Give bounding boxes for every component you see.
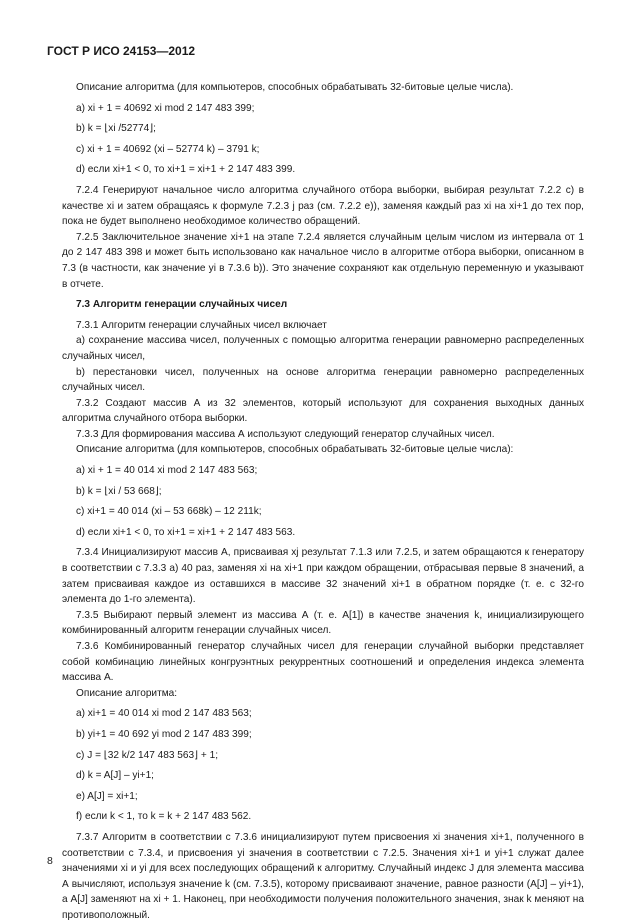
paragraph: f) если k < 1, то k = k + 2 147 483 562. [76, 811, 252, 823]
paragraph: 7.3.6 Комбинированный генератор случайных чисел для генерации случайной выборки представляет собой комбинацию линейных конгруэнтных рекуррентных соотношений и определения индекса элемента массива А. [62, 641, 584, 684]
paragraph: 7.2.4 Генерируют начальное число алгоритма случайного отбора выборки, выбирая результат 7.2.2 с) в качестве xi и затем обращаясь к формуле 7.2.3 j раз (см. 7.2.2 е)), заменяя каждый раз xi на xi+1 до тех пор, пока не будет выполнено необходимое количество обращений. [62, 184, 584, 228]
paragraph: b) k = ⌊xi /52774⌋; [76, 123, 156, 135]
paragraph: 7.3 Алгоритм генерации случайных чисел [76, 299, 288, 311]
paragraph: а) xi + 1 = 40692 xi mod 2 147 483 399; [76, 102, 255, 114]
paragraph: 7.3.7 Алгоритм в соответствии с 7.3.6 инициализируют путем присвоения xi значения xi+1, полученного в соответствии с 7.3.4, и присвоения yi значения в соответствии с 7.2.5. Значения xi+1 и yi+1 служат далее значениями xi и yi для всех последующих обращений к алгоритму. Случайный индекс J для элемента массива А вычисляют, используя значение k (см. 7.3.5), которому присваивают значение, равное разности (А[J] – yi+1), а А[J] заменяют на xi + 1. Наконец, при необходимости получения положительного значения, знак k меняют на противоположный. [62, 831, 584, 921]
paragraph: 7.2.5 Заключительное значение xi+1 на этапе 7.2.4 является случайным целым числом из интервала от 1 до 2 147 483 398 и может быть использовано как начальное число в алгоритме отбора выборки, описанном в 7.3 (в частности, как значение yi в 7.3.6 b)). Это значение сохраняют как отдельную переменную и указывают в отчете. [62, 231, 584, 290]
paragraph: 7.3.3 Для формирования массива А используют следующий генератор случайных чисел. [76, 428, 495, 440]
paragraph: c) xi+1 = 40 014 (xi – 53 668k) – 12 211k; [76, 506, 262, 518]
paragraph: а) xi+1 = 40 014 xi mod 2 147 483 563; [76, 708, 252, 720]
paragraph: b) k = ⌊xi / 53 668⌋; [76, 485, 162, 497]
paragraph: d) k = A[J] – yi+1; [76, 770, 154, 782]
paragraph: c) J = ⌊32 k/2 147 483 563⌋ + 1; [76, 749, 218, 761]
paragraph: а) сохранение массива чисел, полученных с помощью алгоритма генерации равномерно распределенных случайных чисел, [62, 335, 584, 362]
paragraph: d) если xi+1 < 0, то xi+1 = xi+1 + 2 147 483 563. [76, 526, 296, 538]
paragraph: Описание алгоритма (для компьютеров, способных обрабатывать 32-битовые целые числа): [76, 444, 514, 456]
paragraph: b) yi+1 = 40 692 yi mod 2 147 483 399; [76, 728, 252, 740]
paragraph: 7.3.2 Создают массив А из 32 элементов, который используют для сохранения выходных данных алгоритма случайного отбора выборки. [62, 397, 584, 425]
paragraph: Описание алгоритма: [76, 687, 178, 699]
paragraph: а) xi + 1 = 40 014 xi mod 2 147 483 563; [76, 465, 258, 477]
paragraph: 7.3.1 Алгоритм генерации случайных чисел включает [76, 319, 327, 331]
page-header: ГОСТ Р ИСО 24153—2012 [47, 44, 196, 58]
paragraph: 7.3.5 Выбирают первый элемент из массива А (т. е. А[1]) в качестве значения k, инициализирующего комбинированный алгоритм генерации случайных чисел. [62, 609, 584, 637]
paragraph: Описание алгоритма (для компьютеров, способных обрабатывать 32-битовые целые числа). [76, 82, 514, 93]
page-number: 8 [47, 855, 53, 867]
document-body [62, 80, 584, 924]
paragraph: d) если xi+1 < 0, то xi+1 = xi+1 + 2 147 483 399. [76, 164, 296, 176]
paragraph: 7.3.4 Инициализируют массив А, присваивая xj результат 7.1.3 или 7.2.5, и затем обращаются к генератору в соответствии с 7.3.3 а) 40 раз, заменяя xi на xi+1 при каждом обращении, отбрасывая первые 8 значений, а затем присваивая каждое из оставшихся в массиве 32 значений xi+1 в обратном порядке (т. е. с 32-го элемента до 1-го элемента). [62, 547, 584, 606]
paragraph: b) перестановки чисел, полученных на основе алгоритма генерации равномерно распределенных случайных чисел. [62, 366, 584, 394]
paragraph: e) A[J] = xi+1; [76, 790, 138, 802]
paragraph: c) xi + 1 = 40692 (xi – 52774 k) – 3791 k; [76, 143, 260, 155]
